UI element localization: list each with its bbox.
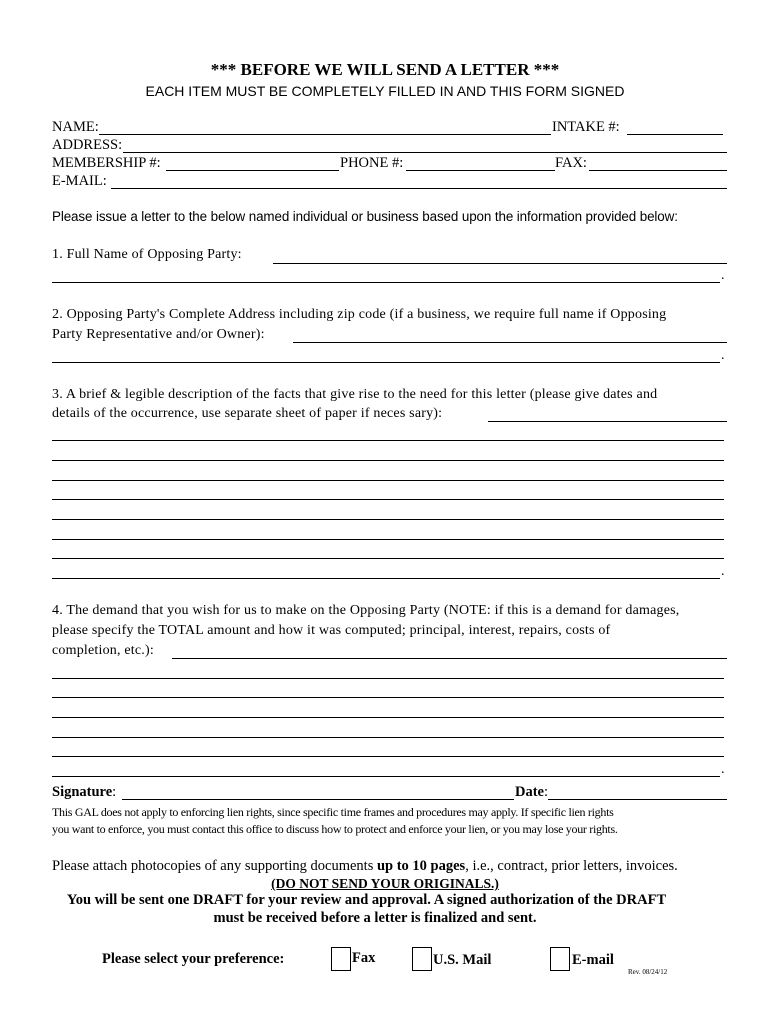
fax-label: FAX: (555, 155, 587, 171)
us-mail-option-label: U.S. Mail (433, 952, 492, 968)
q4-field-line-3[interactable] (52, 697, 724, 698)
q3-field-line-7[interactable] (52, 539, 724, 540)
signature-field[interactable] (122, 799, 514, 800)
email-checkbox[interactable] (550, 947, 570, 971)
q3-field-line-5[interactable] (52, 499, 724, 500)
phone-field[interactable] (406, 170, 555, 171)
q3-text-line-1: 3. A brief & legible description of the facts that give rise to the need for this letter (please give dates and (52, 387, 658, 402)
preference-label: Please select your preference: (102, 951, 285, 967)
attach-suffix: , i.e., contract, prior letters, invoices. (465, 858, 678, 874)
q1-field-line-1[interactable] (273, 263, 727, 264)
form-subtitle: EACH ITEM MUST BE COMPLETELY FILLED IN AND THIS FORM SIGNED (145, 83, 625, 99)
draft-notice-line-2: must be received before a letter is finalized and sent. (213, 910, 537, 926)
date-field[interactable] (548, 799, 727, 800)
q3-field-line-8[interactable] (52, 558, 724, 559)
q3-field-line-1[interactable] (488, 421, 727, 422)
q4-field-line-6[interactable] (52, 756, 724, 757)
q1-period: . (721, 268, 725, 283)
q1-field-line-2[interactable] (52, 282, 720, 283)
name-field[interactable] (99, 134, 551, 135)
address-field[interactable] (123, 152, 727, 153)
membership-label: MEMBERSHIP #: (52, 155, 161, 171)
disclaimer-line-1: This GAL does not apply to enforcing lien rights, since specific time frames and procedures may apply. If specific lien rights (52, 805, 614, 819)
email-field[interactable] (111, 188, 727, 189)
draft-notice-line-1: You will be sent one DRAFT for your review and approval. A signed authorization of the DRAFT (66, 892, 667, 908)
email-label: E-MAIL: (52, 173, 107, 189)
q3-field-line-6[interactable] (52, 519, 724, 520)
q3-field-line-4[interactable] (52, 480, 724, 481)
fax-field[interactable] (589, 170, 727, 171)
q3-field-line-3[interactable] (52, 460, 724, 461)
date-label: Date (515, 784, 544, 800)
disclaimer-line-2: you want to enforce, you must contact this office to discuss how to protect and enforce your lien, or you may lose your rights. (52, 822, 618, 836)
phone-label: PHONE #: (340, 155, 404, 171)
q4-text-line-1: 4. The demand that you wish for us to make on the Opposing Party (NOTE: if this is a demand for damages, (52, 603, 680, 618)
fax-checkbox[interactable] (331, 947, 351, 971)
q3-field-line-9[interactable] (52, 578, 720, 579)
attach-prefix: Please attach photocopies of any supporting documents (52, 858, 377, 874)
signature-label: Signature (52, 784, 113, 800)
originals-warning: (DO NOT SEND YOUR ORIGINALS.) (271, 876, 499, 891)
q4-field-line-7[interactable] (52, 776, 720, 777)
q2-field-line-1[interactable] (293, 342, 727, 343)
form-title: *** BEFORE WE WILL SEND A LETTER *** (210, 60, 560, 79)
q2-text-line-2: Party Representative and/or Owner): (52, 327, 265, 342)
name-label: NAME: (52, 119, 99, 135)
address-label: ADDRESS: (52, 137, 123, 153)
us-mail-checkbox[interactable] (412, 947, 432, 971)
intake-field[interactable] (627, 134, 723, 135)
q2-field-line-2[interactable] (52, 362, 720, 363)
intake-label: INTAKE #: (552, 119, 620, 135)
q4-field-line-2[interactable] (52, 678, 724, 679)
q3-period: . (721, 564, 725, 579)
attach-bold: up to 10 pages (376, 858, 466, 874)
membership-field[interactable] (166, 170, 339, 171)
fax-option-label: Fax (352, 950, 376, 966)
q4-text-line-3: completion, etc.): (52, 643, 154, 658)
q4-field-line-1[interactable] (172, 658, 727, 659)
q1-label: 1. Full Name of Opposing Party: (52, 247, 242, 262)
q4-text-line-2: please specify the TOTAL amount and how it was computed; principal, interest, repairs, costs of (52, 623, 611, 638)
q2-text-line-1: 2. Opposing Party's Complete Address including zip code (if a business, we require full name if Opposing (52, 307, 667, 322)
attach-text (52, 858, 678, 875)
q2-period: . (721, 348, 725, 363)
q4-field-line-4[interactable] (52, 717, 724, 718)
q3-text-line-2: details of the occurrence, use separate sheet of paper if neces sary): (52, 406, 443, 421)
q4-period: . (721, 762, 725, 777)
email-option-label: E-mail (572, 952, 614, 968)
q3-field-line-2[interactable] (52, 440, 724, 441)
revision-date: Rev. 08/24/12 (628, 968, 668, 976)
q4-field-line-5[interactable] (52, 737, 724, 738)
intro-text: Please issue a letter to the below named individual or business based upon the information provided below: (52, 209, 678, 224)
